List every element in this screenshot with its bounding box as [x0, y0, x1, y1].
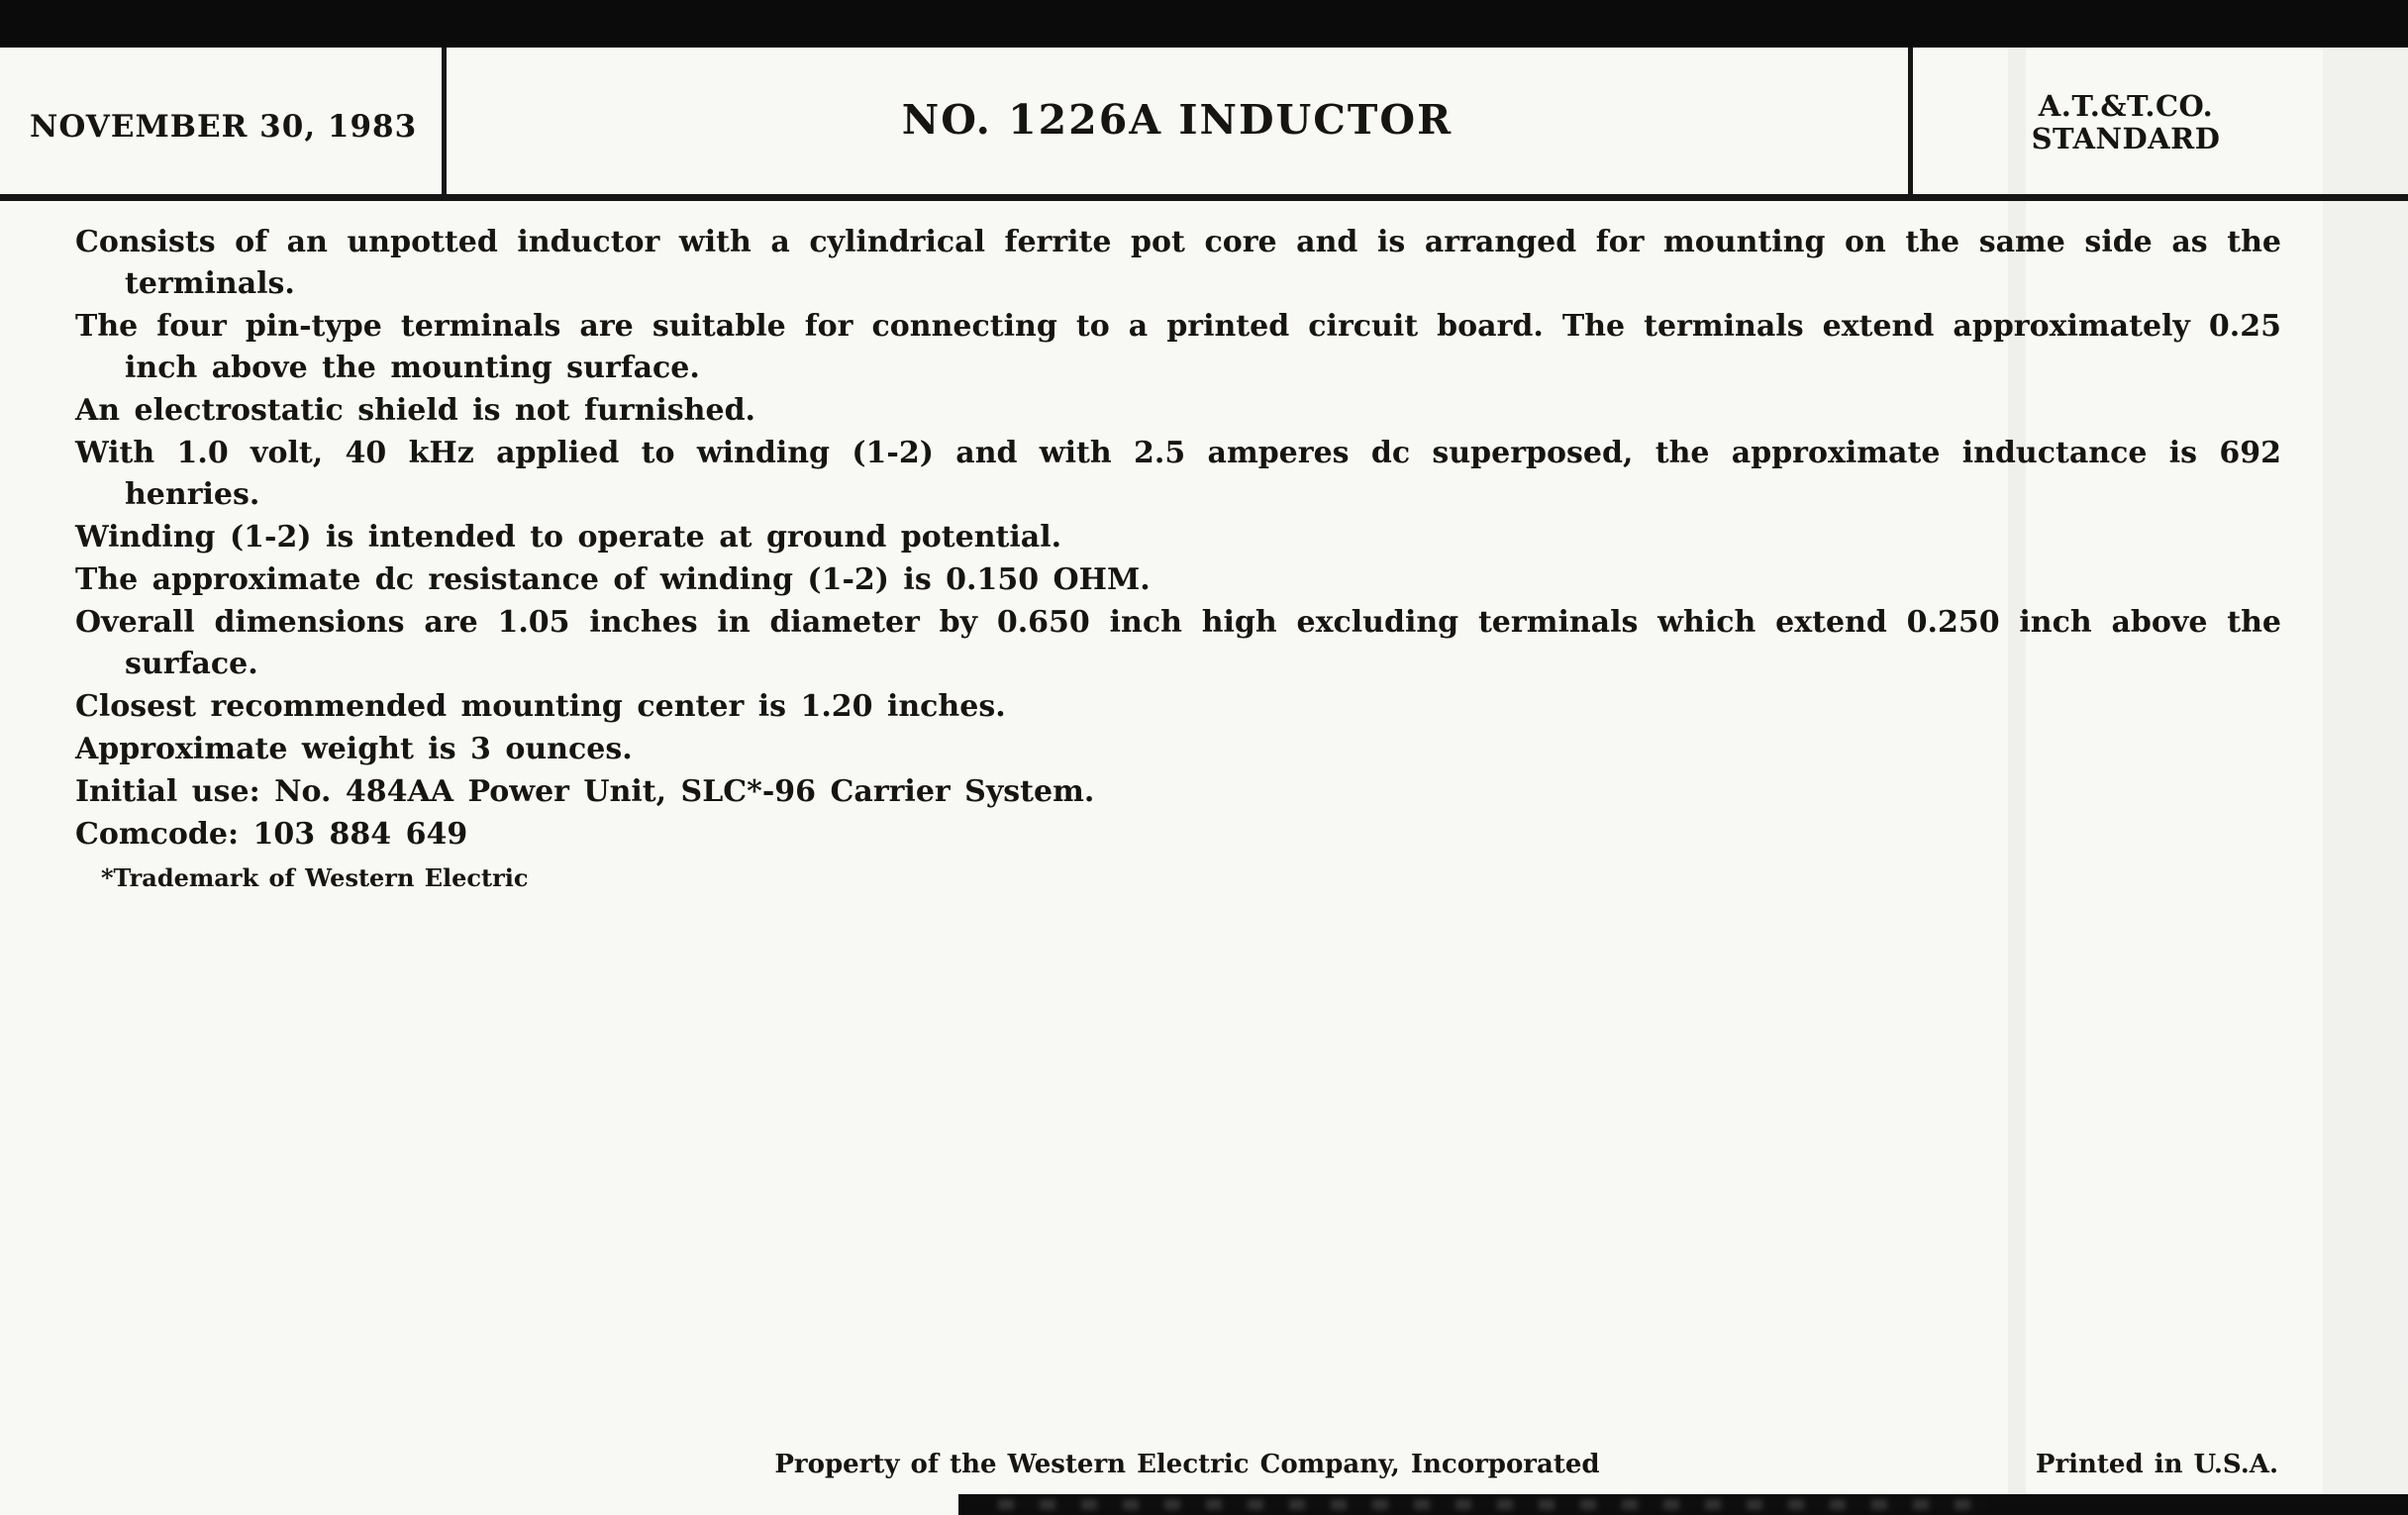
para-winding-potential: Winding (1-2) is intended to operate at ground potential. [75, 520, 1062, 555]
para-weight: Approximate weight is 3 ounces. [75, 732, 633, 766]
scan-artifact-right-edge [2323, 48, 2408, 1515]
printed-in-usa-notice: Printed in U.S.A. [2035, 1450, 2278, 1479]
para-initial-use: Initial use: No. 484AA Power Unit, SLC*-96 Carrier System. [75, 774, 1095, 809]
header-rule [0, 194, 2408, 201]
para-mounting-center: Closest recommended mounting center is 1.20 inches. [75, 689, 1006, 724]
document-body [75, 222, 2281, 895]
org-standard-label: STANDARD [2031, 121, 2221, 155]
document-header [0, 48, 2408, 197]
para-terminals: The four pin-type terminals are suitable for connecting to a printed circuit board. The terminals extend approximately 0.25 inch above the mounting surface. [75, 309, 2281, 385]
document-footer [0, 1450, 2408, 1491]
para-shield: An electrostatic shield is not furnished. [75, 393, 755, 428]
para-construction: Consists of an unpotted inductor with a cylindrical ferrite pot core and is arranged for mounting on the same side as the terminals. [75, 225, 2281, 301]
issue-date: NOVEMBER 30, 1983 [30, 108, 418, 145]
document-title: NO. 1226A INDUCTOR [901, 95, 1454, 144]
org-name: A.T.&T.CO. [2038, 89, 2214, 124]
header-title-cell [447, 48, 1908, 197]
scan-bottom-smudge [998, 1499, 1988, 1510]
para-dimensions: Overall dimensions are 1.05 inches in diameter by 0.650 inch high excluding terminals which extend 0.250 inch above the surface. [75, 605, 2281, 681]
trademark-footnote: *Trademark of Western Electric [101, 863, 529, 892]
para-dc-resistance: The approximate dc resistance of winding (1-2) is 0.150 OHM. [75, 562, 1151, 597]
header-date-cell [0, 48, 442, 197]
scan-edge-bottom [958, 1494, 2408, 1515]
para-inductance: With 1.0 volt, 40 kHz applied to winding (1-2) and with 2.5 amperes dc superposed, the approximate inductance is 692 henries. [75, 436, 2281, 512]
property-notice: Property of the Western Electric Company, Incorporated [774, 1450, 1600, 1479]
header-org-cell [1913, 48, 2408, 197]
scan-edge-top [0, 0, 2408, 48]
para-comcode: Comcode: 103 884 649 [75, 817, 468, 852]
